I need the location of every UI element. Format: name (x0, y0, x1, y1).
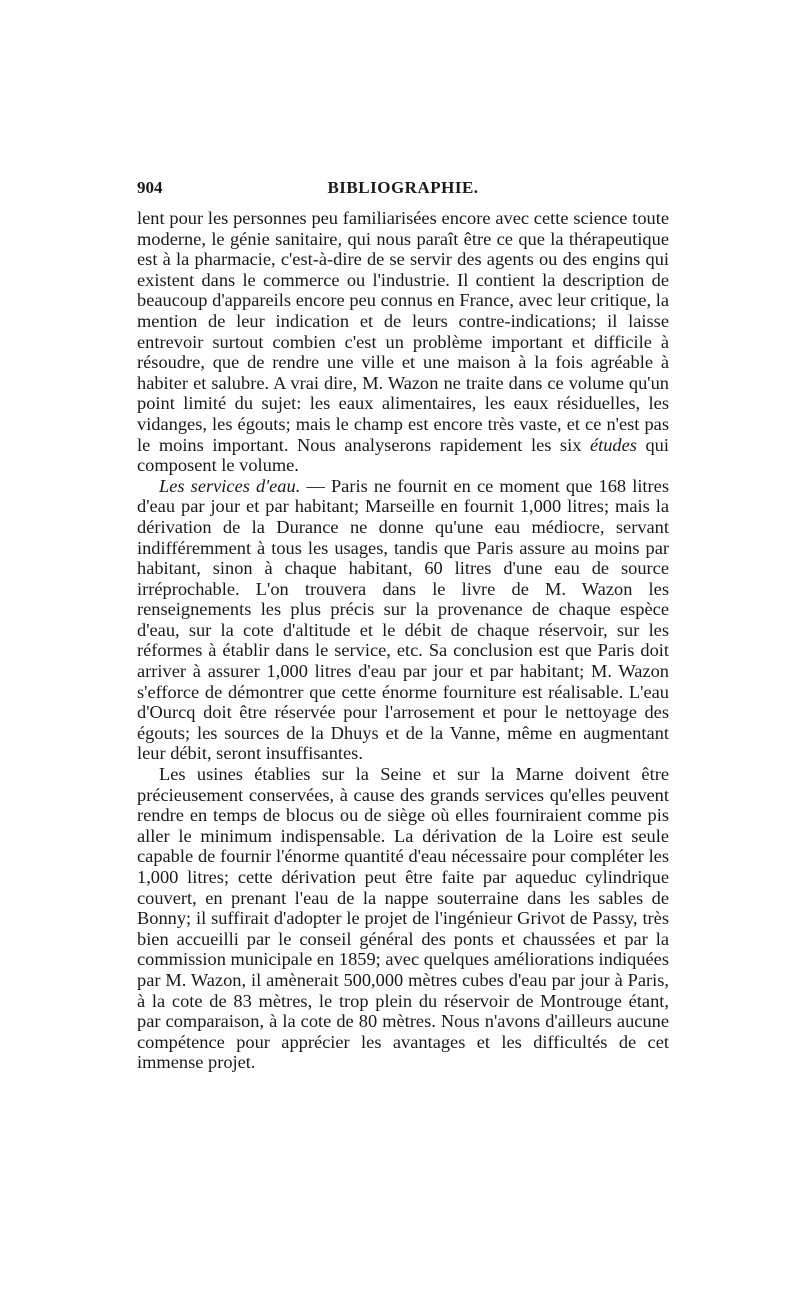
italic-term: études (589, 434, 637, 455)
paragraph-text: lent pour les personnes peu familiarisées encore avec cette science toute moderne, le génie sanitaire, qui nous paraît être ce que la thérapeutique est à la pharmacie, c'est-à-dire de se servir des agents ou des engins qui existent dans le commerce ou l'industrie. Il contient la description de beaucoup d'appareils encore peu connus en France, avec leur critique, la mention de leur indication et de leurs contre-indications; il laisse entrevoir surtout combien c'est un problème important et difficile à résoudre, que de rendre une ville et une maison à la fois agréable à habiter et salubre. A vrai dire, M. Wazon ne traite dans ce volume qu'un point limité du sujet: les eaux alimentaires, les eaux résiduelles, les vidanges, les égouts; mais le champ est encore très vaste, et ce n'est pas le moins important. Nous analyserons rapidement les six (137, 208, 669, 455)
page-header (137, 178, 669, 208)
paragraph (137, 208, 669, 476)
section-heading: Les services d'eau. (159, 475, 301, 496)
paragraph-text: — Paris ne fournit en ce moment que 168 litres d'eau par jour et par habitant; Marseille en fournit 1,000 litres; mais la dérivation de la Durance ne donne qu'une eau médiocre, servant indifféremment à tous les usages, tandis que Paris assure au moins par habitant, sinon à chaque habitant, 60 litres d'une eau de source irréprochable. L'on trouvera dans le livre de M. Wazon les renseignements les plus précis sur la provenance de chaque espèce d'eau, sur la cote d'altitude et le débit de chaque réservoir, sur les réformes à établir dans le service, etc. Sa conclusion est que Paris doit arriver à assurer 1,000 litres d'eau par jour et par habitant; M. Wazon s'efforce de démontrer que cette énorme fourniture est réalisable. L'eau d'Ourcq doit être réservée pour l'arrosement et pour le nettoyage des égouts; les sources de la Dhuys et de la Vanne, même en augmentant leur débit, seront insuffisantes. (137, 475, 669, 764)
page-number: 904 (137, 178, 163, 197)
book-page (137, 178, 669, 1073)
paragraph (137, 476, 669, 764)
paragraph-text: Les usines établies sur la Seine et sur la Marne doivent être précieusement conservées, à cause des grands services qu'elles peuvent rendre en temps de blocus ou de siège où elles fourniraient comme pis aller le minimum indispensable. La dérivation de la Loire est seule capable de fournir l'énorme quantité d'eau nécessaire pour compléter les 1,000 litres; cette dérivation peut être faite par aqueduc cylindrique couvert, en prenant l'eau de la nappe souterraine dans les sables de Bonny; il suffirait d'adopter le projet de l'ingénieur Grivot de Passy, très bien accueilli par le conseil général des ponts et chaussées et par la commission municipale en 1859; avec quelques améliorations indiquées par M. Wazon, il amènerait 500,000 mètres cubes d'eau par jour à Paris, à la cote de 83 mètres, le trop plein du réservoir de Montrouge étant, par comparaison, à la cote de 80 mètres. Nous n'avons d'ailleurs aucune compétence pour apprécier les avantages et les difficultés de cet immense projet. (137, 764, 669, 1073)
body-text (137, 208, 669, 1073)
paragraph (137, 764, 669, 1073)
running-title: BIBLIOGRAPHIE. (327, 178, 479, 197)
paragraph-text: qui composent le volume. (137, 434, 669, 476)
